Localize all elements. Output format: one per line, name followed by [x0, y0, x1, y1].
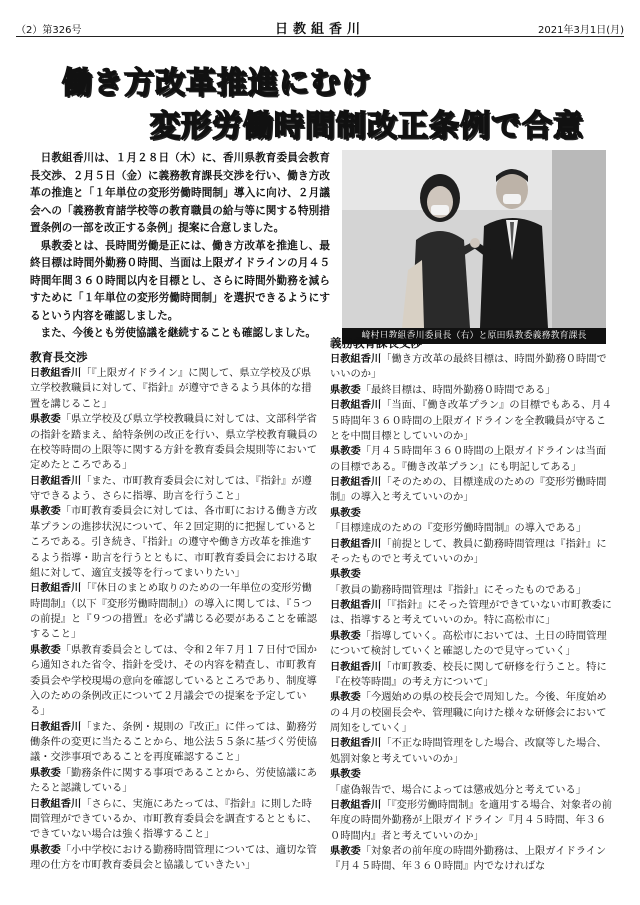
exchange-item: 県教委「勤務条件に関する事項であることから、労使協議にあたると認識している」 — [30, 766, 318, 795]
exchange-item: 県教委「虚偽報告で、場合によっては懲戒処分と考えている」 — [330, 768, 587, 796]
exchange-item: 日教組香川「働き方改革の最終目標は、時間外勤務０時間でいいのか」 — [330, 353, 607, 381]
headline-line-1: 働き方改革推進にむけ — [62, 66, 372, 101]
article-photo — [342, 150, 606, 328]
issue-number: （2）第326号 — [16, 25, 82, 36]
handshake-photo-illustration — [342, 150, 606, 328]
exchange-item: 日教組香川「不正な時間管理をした場合、改竄等した場合、処罰対象と考えていいのか」 — [330, 737, 607, 765]
lead-paragraph: 日教組香川は、１月２８日（木）に、香川県教育委員会教育長交渉、２月５日（金）に義務教育課長交渉を行い、働き方改革の推進と「１年単位の変形労働時間制」導入に向け、２月議会への「義務教育諸学校等の教育職員の給与等に関する特別措置条例の一部を改正する条例」提案に合意しました。 — [30, 152, 330, 234]
exchange-item: 日教組香川「『上限ガイドライン』に関して、県立学校及び県立学校教職員に対して、『指針』が遵守できるよう具体的な措置を講じること」 — [30, 367, 312, 410]
exchange-item: 県教委「最終目標は、時間外勤務０時間である」 — [330, 383, 556, 396]
exchange-item: 県教委「県立学校及び県立学校教職員に対しては、文部科学省の指針を踏まえ、給特条例の改正を行い、県立学校教育職員の在校等時間の上限等に関する方針を教育委員会規則等において定めたところである」 — [30, 413, 318, 472]
lead-paragraph: また、今後とも労使協議を継続することも確認しました。 — [40, 327, 317, 339]
exchange-item: 日教組香川「そのための、目標達成のための『変形労働時間制』の導入と考えていいのか」 — [330, 476, 607, 504]
exchange-item: 県教委「対象者の前年度の時間外勤務は、上限ガイドライン『月４５時間、年３６０時間』内でなければな — [330, 845, 607, 873]
compulsory-ed-exchange-column — [330, 352, 614, 875]
page-header — [16, 18, 624, 37]
exchange-item: 県教委「今週始めの県の校長会で周知した。今後、年度始めの４月の校園長会や、管理職に向けた様々な研修会において周知をしていく」 — [330, 691, 607, 734]
exchange-item: 県教委「目標達成のための『変形労働時間制』の導入である」 — [330, 506, 587, 535]
superintendent-exchange-column — [30, 366, 320, 873]
exchange-item: 日教組香川「前提として、教員に勤務時間管理は『指針』にそったものでと考えていいのか」 — [330, 537, 607, 565]
newspaper-title: 日教組香川 — [274, 22, 365, 37]
exchange-item: 日教組香川「さらに、実施にあたっては、『指針』に則した時間管理ができているか、市町教育委員会を調査するとともに、できていない場合は強く指導すること」 — [30, 797, 318, 841]
photo-caption: 﨑村日教組香川委員長（右）と原田県教委義務教育課長 — [342, 328, 606, 344]
exchange-item: 県教委「県教育委員会としては、令和２年７月１７日付で国から通知された省令、指針を受け、その内容を精査し、市町教育委員会や学校現場の意向を確認しているところであり、制度導入のための条例改正について２月議会での提案を予定している」 — [30, 643, 318, 718]
lead-paragraph: 県教委とは、長時間労働是正には、働き方改革を推進し、最終目標は時間外勤務０時間、当面は上限ガイドラインの月４５時間年間３６０時間以内を目標とし、さらに時間外勤務を減らすために「１年単位の変形労働時間制」を選択できるようにするという内容を確認しました。 — [30, 239, 330, 322]
exchange-item: 日教組香川「また、条例・規則の『改正』に伴っては、勤務労働条件の変更に当たることから、地公法５５条に基づく労使協議・交渉事項であることを再度確認すること」 — [30, 720, 318, 764]
section-title-compulsory-ed: 義務教育課長交渉 — [330, 336, 422, 350]
lead-article — [30, 150, 330, 343]
exchange-item: 県教委「小中学校における勤務時間管理については、適切な管理の仕方を市町教育委員会と協議していきたい」 — [30, 843, 317, 871]
exchange-item: 県教委「市町教育委員会に対しては、各市町における働き方改革プランの進捗状況について、年２回定期的に把握しているところである。引き続き、『指針』の遵守や働き方改革を推進するよう指導・助言を行うとともに、市町教育委員会における取組に対して、適宜支援等を行ってまいりたい」 — [30, 505, 318, 579]
exchange-item: 県教委「月４５時間年３６０時間の上限ガイドラインは当面の目標である。『働き改革プラン』にも明記してある」 — [330, 445, 607, 473]
exchange-item: 日教組香川「また、市町教育委員会に対しては、『指針』が遵守できるよう、さらに指導、助言を行うこと」 — [30, 474, 312, 502]
exchange-item: 日教組香川「『変形労働時間制』を適用する場合、対象者の前年度の時間外勤務が上限ガイドライン『月４５時間、年３６０時間内』者と考えていいのか」 — [330, 798, 612, 842]
exchange-item: 日教組香川「『休日のまとめ取りのための一年単位の変形労働時間制』（以下『変形労働時間制』）の導入に関しては、『５つの前提』と『９つの措置』を必ず講じる必要があることを確認すること」 — [30, 582, 318, 641]
exchange-item: 日教組香川「市町教委、校長に関して研修を行うこと。特に『在校等時間』の考え方について」 — [330, 660, 607, 688]
section-title-superintendent: 教育長交渉 — [30, 350, 88, 364]
headline-line-2: 変形労働時間制改正条例で合意 — [150, 109, 584, 144]
exchange-item: 県教委「教員の勤務時間管理は『指針』にそったものである」 — [330, 568, 587, 596]
issue-date: 2021年3月1日(月) — [538, 25, 624, 36]
exchange-item: 県教委「指導していく。高松市においては、土日の時間管理について検討していくと確認したので見守っていく」 — [330, 629, 607, 658]
exchange-item: 日教組香川「当面、『働き改革プラン』の目標でもある、月４５時間年３６０時間の上限ガイドラインを全教職員が守ることを中間目標としていいのか」 — [330, 399, 612, 442]
exchange-item: 日教組香川「『指針』にそった管理ができていない市町教委には、指導すると考えていいのか。特に高松市に」 — [330, 599, 612, 627]
